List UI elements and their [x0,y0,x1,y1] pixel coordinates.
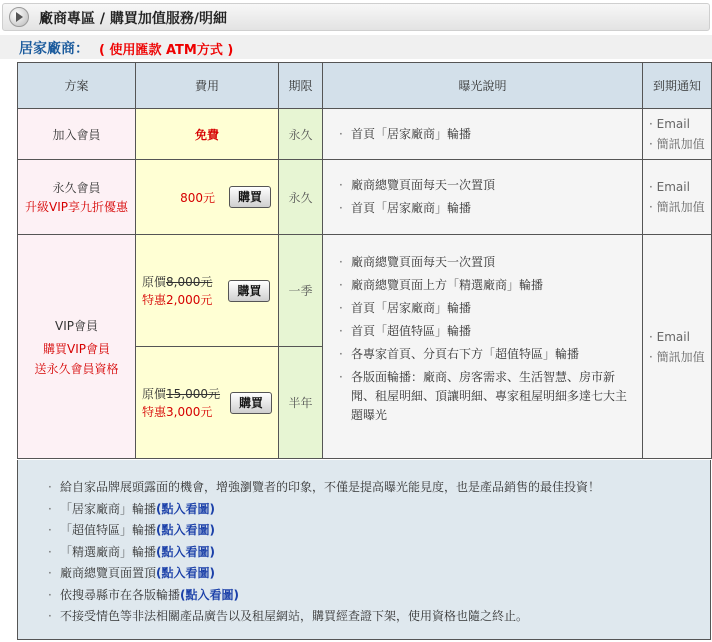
pricing-table [17,62,712,459]
desc-vip [323,235,643,459]
page-title: 廠商專區 / 購買加值服務/明細 [39,11,227,27]
list-item: · 「居家廠商」輪播(點入看圖) [60,499,710,521]
header-plan: 方案 [18,63,136,109]
payment-method: ( 使用匯款 ATM方式 ) [99,43,234,58]
fee-vip-season [136,235,279,347]
term-vip-season: 一季 [279,235,323,347]
list-item: · 依搜尋縣市在各版輪播(點入看圖) [60,585,710,607]
list-item: · 廠商總覽頁面每天一次置頂 [351,174,634,197]
notice-permanent [643,160,712,235]
buy-button[interactable]: 購買 [228,280,270,302]
list-item: · 各專家首頁、分頁右下方「超值特區」輪播 [351,343,634,366]
fee-vip-half [136,347,279,459]
plan-name: 永久會員 [52,181,101,195]
special-price: 特惠2,000元 [142,292,213,307]
plan-permanent [18,160,136,235]
notice-member [643,109,712,160]
fee-price: 800元 [180,190,215,205]
desc-member [323,109,643,160]
notice-sms: · 簡訊加值 [649,134,711,154]
list-item: · 廠商總覽頁面上方「精選廠商」輪播 [351,274,634,297]
header-notice: 到期通知 [643,63,712,109]
table-row-permanent [18,160,712,235]
plan-promo-2: 送永久會員資格 [34,361,119,376]
table-header-row [18,63,712,109]
header-exposure: 曝光說明 [323,63,643,109]
list-item: · 給自家品牌展頭露面的機會，增強瀏覽者的印象，不僅是提高曝光能見度，也是產品銷售的最佳投資！ [60,477,710,499]
plan-promo: 升級VIP享九折優惠 [25,200,128,214]
table-row-vip-season [18,235,712,347]
fee-free: 免費 [194,127,219,142]
list-item: · 廠商總覽頁面置頂(點入看圖) [60,563,710,585]
view-image-link[interactable]: (點入看圖) [156,501,215,516]
notice-email: · Email [649,114,711,134]
list-item: · 首頁「居家廠商」輪播 [351,197,634,220]
buy-button[interactable]: 購買 [230,392,272,414]
notice-sms: · 簡訊加值 [649,197,711,217]
term-member: 永久 [279,109,323,160]
title-bar [2,3,710,31]
fee-permanent [136,160,279,235]
term-permanent: 永久 [279,160,323,235]
desc-permanent [323,160,643,235]
notice-vip [643,235,712,459]
subheader [0,35,712,59]
list-item: · 首頁「居家廠商」輪播 [351,297,634,320]
special-price: 特惠3,000元 [142,404,213,419]
plan-member [18,109,136,160]
original-price: 原價15,000元 [142,386,221,401]
plan-vip [18,235,136,459]
plan-name: 加入會員 [52,127,101,142]
list-item: · 首頁「居家廠商」輪播 [351,123,634,146]
notice-email: · Email [649,177,711,197]
list-item: · 「精選廠商」輪播(點入看圖) [60,542,710,564]
table-row-member [18,109,712,160]
view-image-link[interactable]: (點入看圖) [156,566,215,580]
list-item: · 不接受情色等非法相關產品廣告以及租屋網站，購買經查證下架，使用資格也隨之終止。 [60,606,710,628]
view-image-link[interactable]: (點入看圖) [180,587,239,602]
category-label: 居家廠商： [19,41,89,57]
list-item: · 「超值特區」輪播(點入看圖) [60,520,710,542]
arrow-right-icon [9,7,29,27]
info-panel [17,460,711,640]
list-item: · 各版面輪播：廠商、房客需求、生活智慧、房市新聞、租屋明細、頂讓明細、專家租屋明細多達七大主題曝光 [351,366,634,425]
term-vip-half: 半年 [279,347,323,459]
notice-sms: · 簡訊加值 [649,347,711,367]
view-image-link[interactable]: (點入看圖) [156,544,215,559]
plan-promo: 購買VIP會員 [43,341,110,356]
header-fee: 費用 [136,63,279,109]
original-price: 原價8,000元 [142,274,213,289]
list-item: · 首頁「超值特區」輪播 [351,320,634,343]
notice-email: · Email [649,327,711,347]
fee-member [136,109,279,160]
buy-button[interactable]: 購買 [229,186,271,208]
header-term: 期限 [279,63,323,109]
view-image-link[interactable]: (點入看圖) [156,523,215,537]
list-item: · 廠商總覽頁面每天一次置頂 [351,251,634,274]
plan-name: VIP會員 [55,318,98,333]
